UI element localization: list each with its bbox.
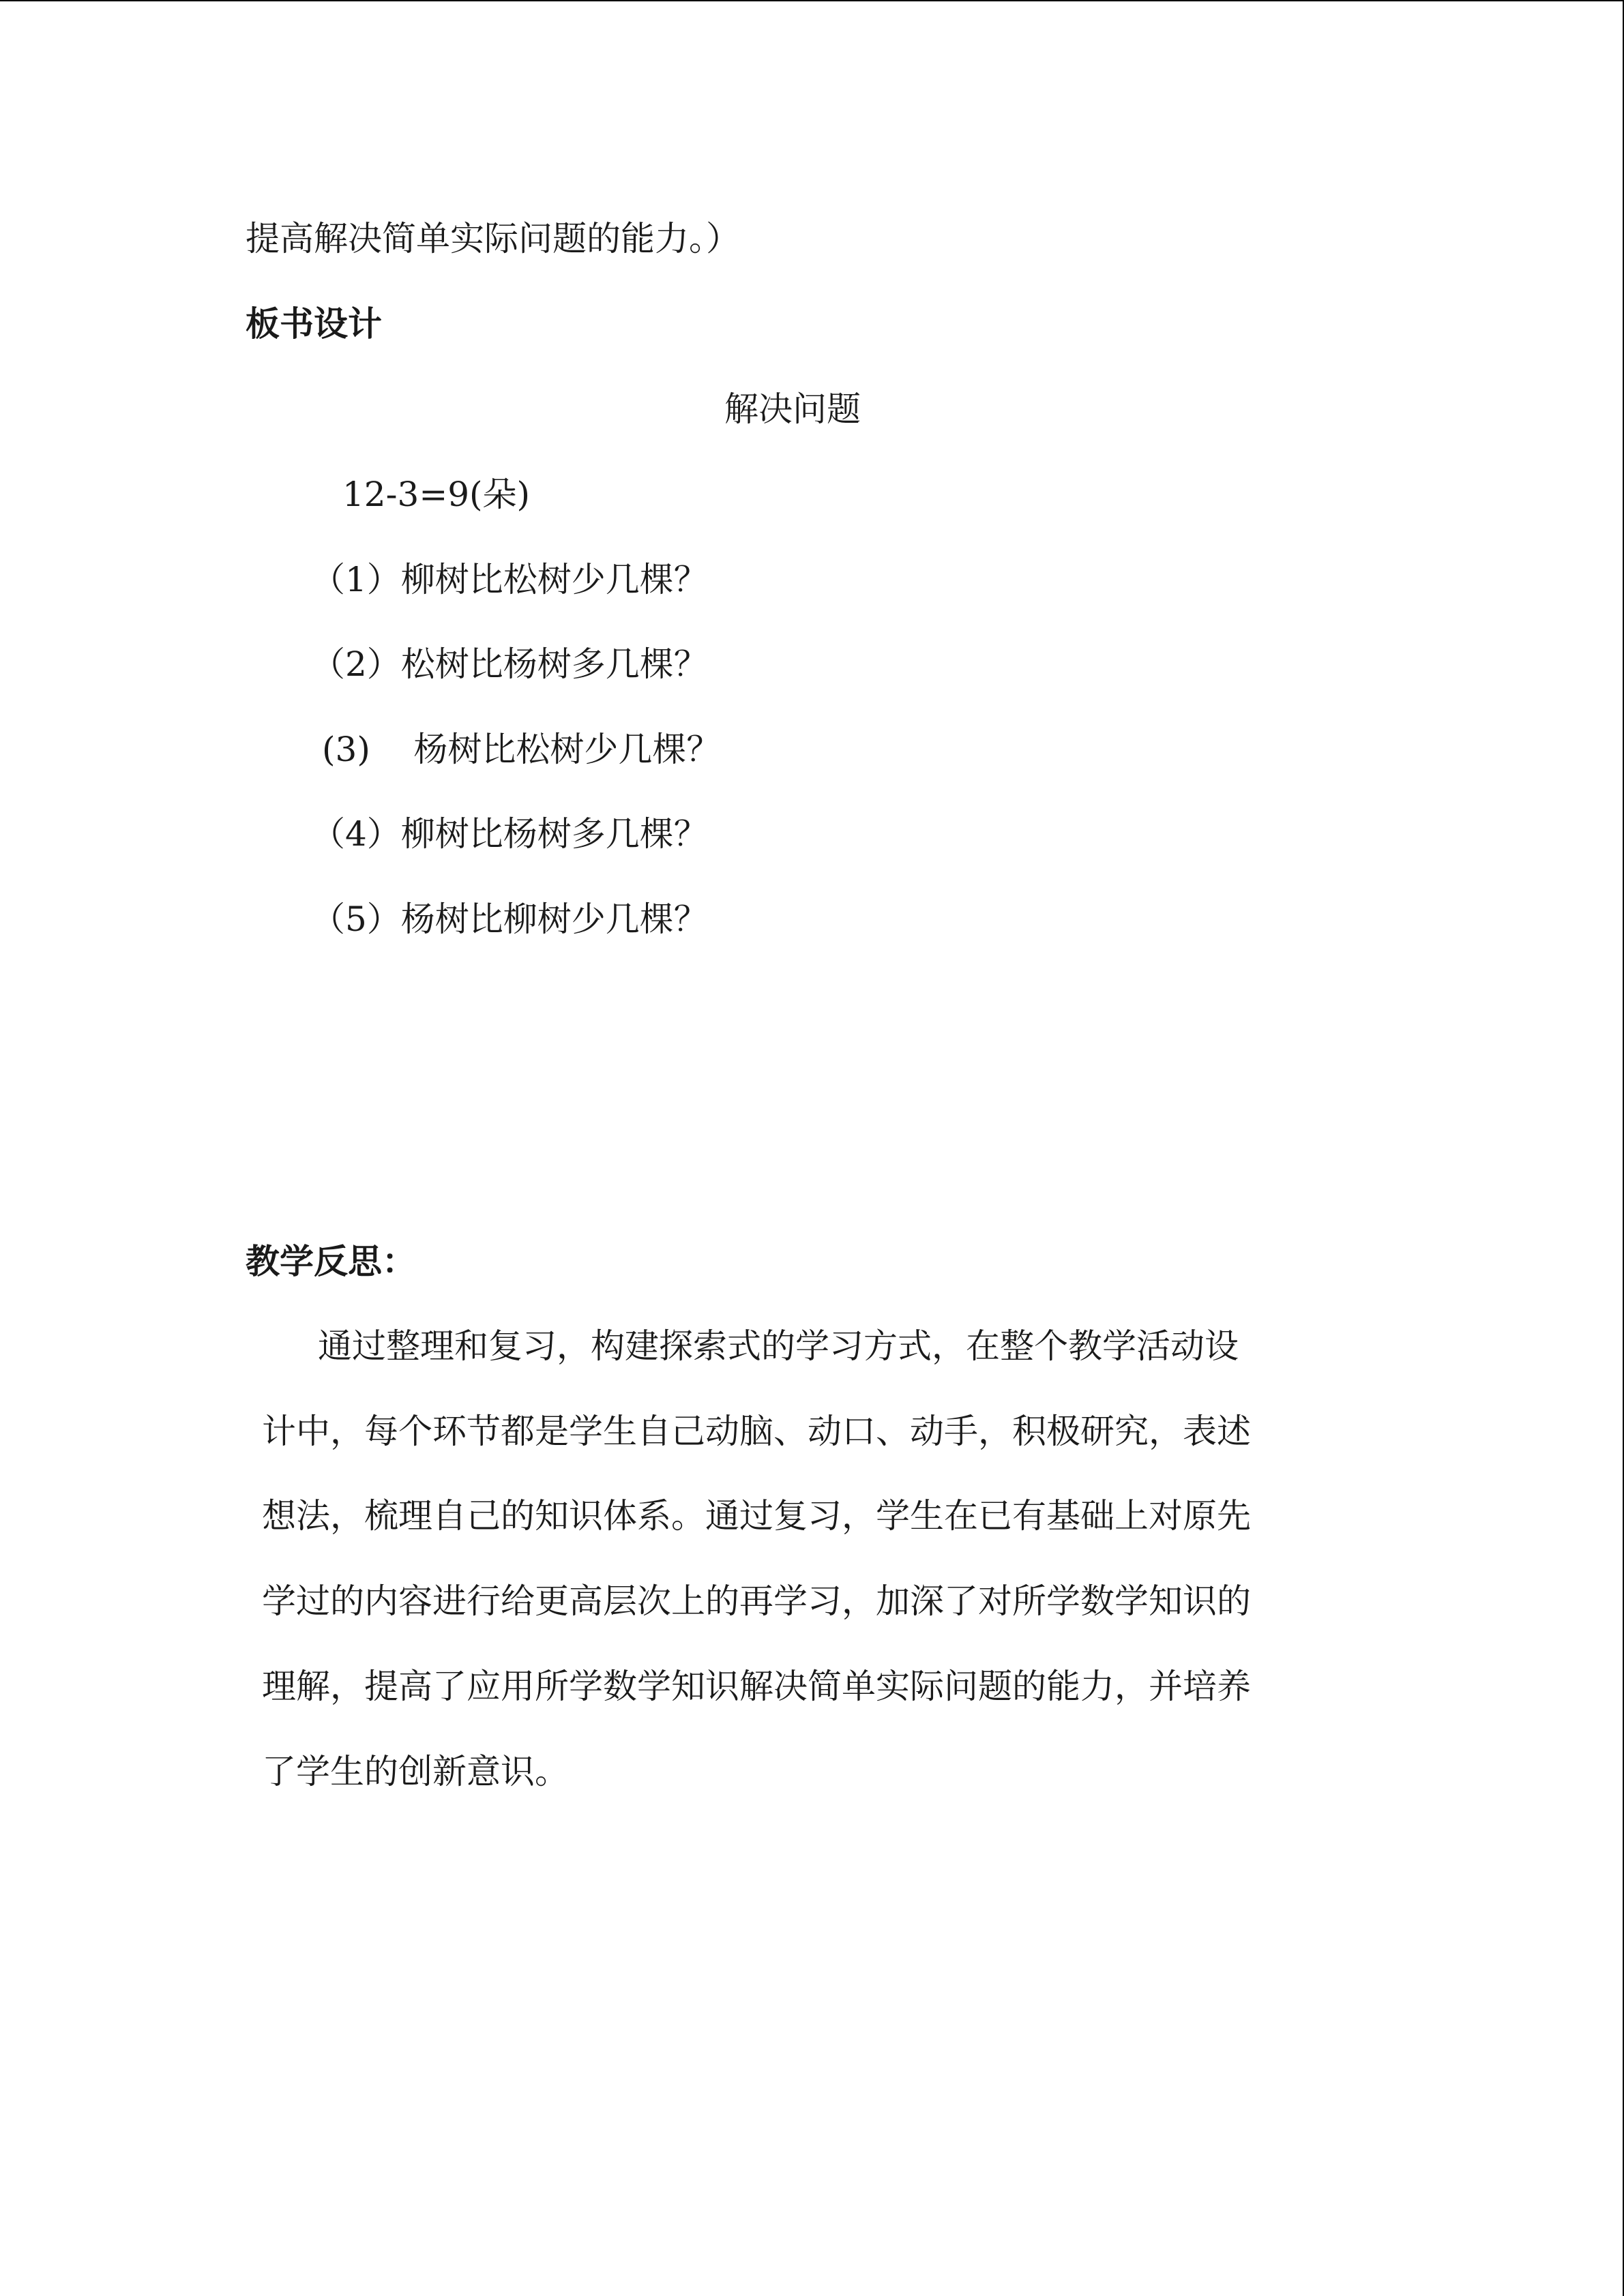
board-design-heading: 板书设计 <box>246 304 382 344</box>
reflection-line: 理解，提高了应用所学数学知识解决简单实际问题的能力，并培养 <box>262 1667 1251 1706</box>
reflection-line: 了学生的创新意识。 <box>262 1752 569 1791</box>
reflection-line: 通过整理和复习，构建探索式的学习方式，在整个教学活动设 <box>318 1326 1239 1366</box>
board-question: （4）柳树比杨树多几棵？ <box>311 814 708 854</box>
reflection-heading: 教学反思： <box>246 1242 416 1281</box>
reflection-line: 想法，梳理自己的知识体系。通过复习，学生在已有基础上对原先 <box>262 1496 1251 1536</box>
reflection-line: 学过的内容进行给更高层次上的再学习，加深了对所学数学知识的 <box>262 1581 1251 1621</box>
board-question: (3) 杨树比松树少几棵？ <box>322 730 721 769</box>
board-question: （5）杨树比柳树少几棵？ <box>311 899 708 939</box>
board-question: （1）柳树比松树少几棵？ <box>311 560 708 599</box>
board-question: （2）松树比杨树多几棵？ <box>311 644 708 684</box>
board-equation: 12-3=9(朵) <box>342 475 531 514</box>
board-title: 解决问题 <box>724 389 861 429</box>
reflection-line: 计中，每个环节都是学生自己动脑、动口、动手，积极研究，表述 <box>262 1412 1251 1451</box>
intro-tail-text: 提高解决简单实际问题的能力。） <box>246 219 740 258</box>
